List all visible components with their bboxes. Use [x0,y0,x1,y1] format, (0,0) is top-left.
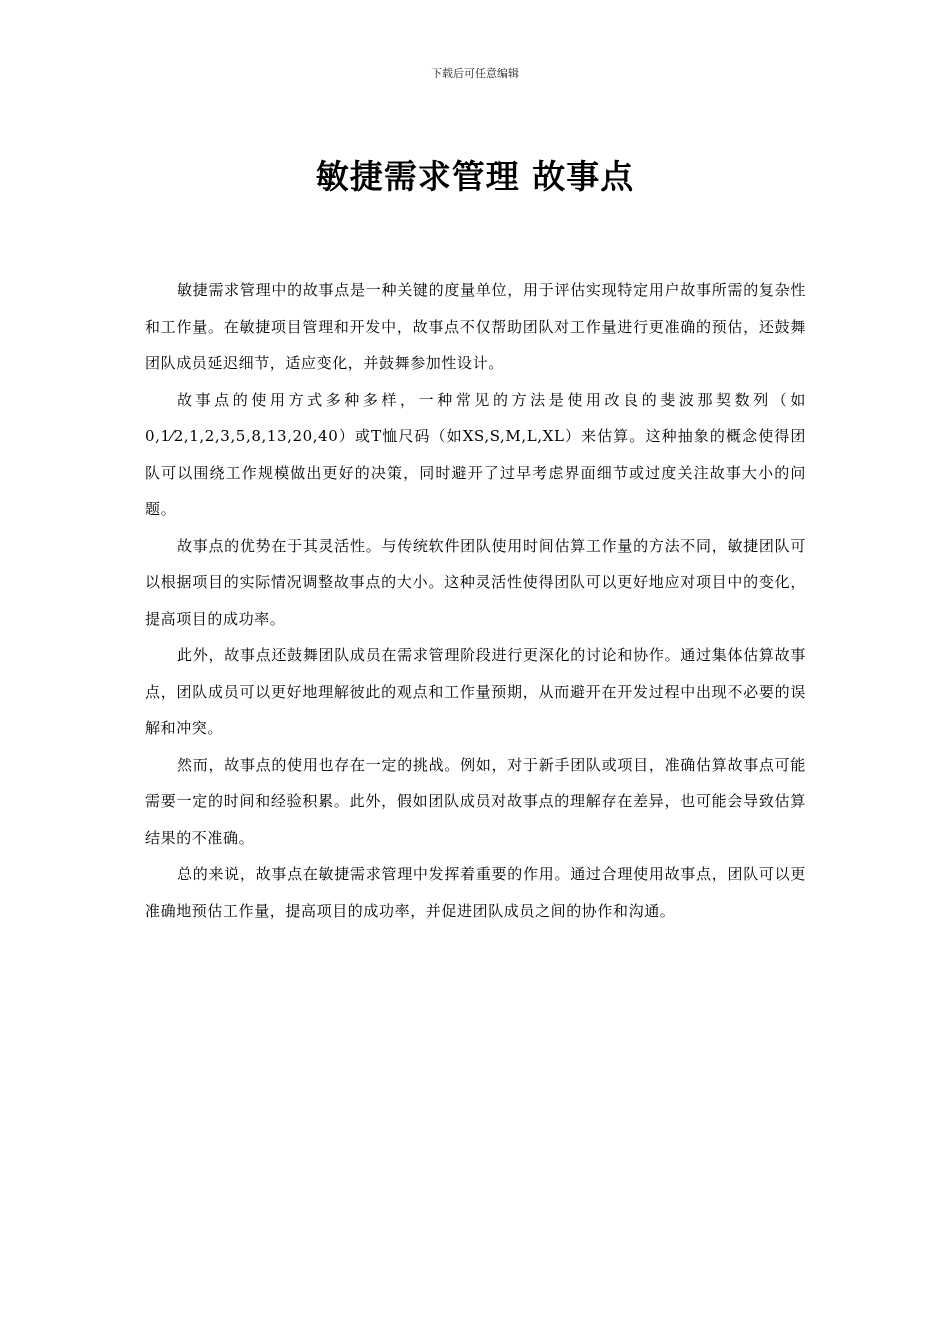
paragraph-5: 然而，故事点的使用也存在一定的挑战。例如，对于新手团队或项目，准确估算故事点可能需要一定的时间和经验积累。此外，假如团队成员对故事点的理解存在差异，也可能会导致估算结果的不准确。 [145,755,806,847]
paragraph-3: 故事点的优势在于其灵活性。与传统软件团队使用时间估算工作量的方法不同，敏捷团队可以根据项目的实际情况调整故事点的大小。这种灵活性使得团队可以更好地应对项目中的变化，提高项目的成功率。 [145,536,806,628]
document-title: 敏捷需求管理 故事点 [315,157,635,196]
paragraph-4: 此外，故事点还鼓舞团队成员在需求管理阶段进行更深化的讨论和协作。通过集体估算故事点，团队成员可以更好地理解彼此的观点和工作量预期，从而避开在开发过程中出现不必要的误解和冲突。 [145,646,806,737]
paragraph-6: 总的来说，故事点在敏捷需求管理中发挥着重要的作用。通过合理使用故事点，团队可以更准确地预估工作量，提高项目的成功率，并促进团队成员之间的协作和沟通。 [145,865,806,920]
document-body [145,272,806,929]
paragraph-2: 故事点的使用方式多种多样，一种常见的方法是使用改良的斐波那契数列（如0,1⁄2,1,2,3,5,8,13,20,40）或T恤尺码（如XS,S,M,L,XL）来估算。这种抽象的概念使得团队可以围绕工作规模做出更好的决策，同时避开了过早考虑界面细节或过度关注故事大小的问题。 [145,390,806,518]
paragraph-1: 敏捷需求管理中的故事点是一种关键的度量单位，用于评估实现特定用户故事所需的复杂性和工作量。在敏捷项目管理和开发中，故事点不仅帮助团队对工作量进行更准确的预估，还鼓舞团队成员延迟细节，适应变化，并鼓舞参加性设计。 [145,281,806,372]
header-note: 下载后可任意编辑 [431,67,519,80]
